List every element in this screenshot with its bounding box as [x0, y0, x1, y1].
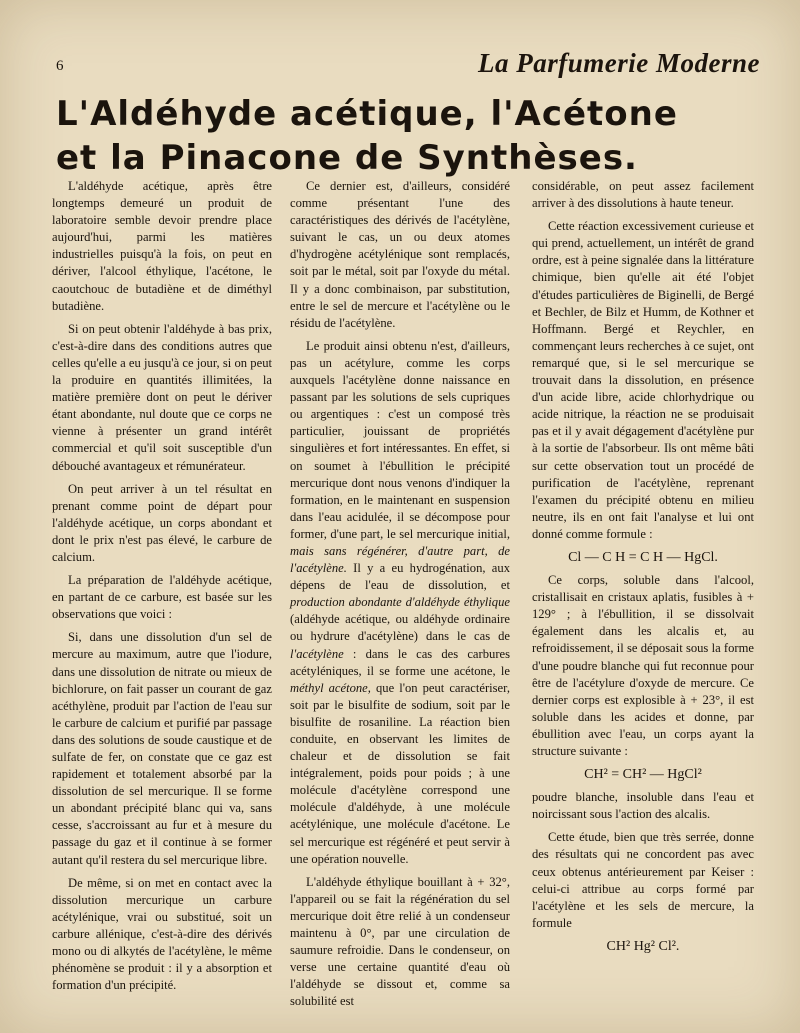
paragraph: Ce corps, soluble dans l'alcool, cristallisait en cristaux aplatis, fusibles à + 129° ; à l'ébullition, il se dissolvait également dans les alcalis et, au refroidissement, il se déposait sous la forme d'une poudre blanche qui fut reconnue pour être de l'acétylure d'oxyde de mercure. Ce dernier corps est explosible à + 23°, il est soluble dans les acides et donne, par ébullition avec l'eau, un corps ayant la structure suivante : — [532, 573, 754, 758]
paragraph: poudre blanche, insoluble dans l'eau et noircissant sous l'action des alcalis. — [532, 790, 754, 822]
article-title — [56, 92, 756, 180]
journal-running-head: La Parfumerie Moderne — [478, 48, 760, 78]
article-title-line-2: et la Pinacone de Synthèses. — [56, 138, 638, 178]
text-run: que l'on peut caractériser, soit par le bisulfite de sodium, soit par le bisulfite de rosaniline. La réaction bien conduite, en observant les limites de chaleur et de dissolution se fait intégralement, poids pour poids ; à une molécule d'acétylène correspond une molécule d'aldéhyde, à une molécule acétylénique, une molécule d'acétone. Le sel mercurique est régénéré et peut servir à une opération nouvelle. — [290, 680, 510, 866]
text-column-1 — [52, 178, 272, 1000]
chemical-formula: Cl — C H = C H — HgCl. — [568, 549, 718, 565]
article-title-line-1: L'Aldéhyde acétique, l'Acétone — [56, 94, 678, 134]
paragraph — [290, 338, 510, 868]
emphasis: méthyl acétone, — [290, 680, 371, 695]
paragraph: L'aldéhyde éthylique bouillant à + 32°, l'appareil ou se fait la régénération du sel mercurique doit être relié à un condenseur maintenu à 0°, par une circulation de saumure refroidie. Dans le condenseur, on verse une certaine quantité d'eau où l'aldéhyde se dissout et, comme sa solubilité est — [290, 874, 510, 1009]
chemical-formula: CH² Hg² Cl². — [606, 938, 680, 954]
paragraph: Ce dernier est, d'ailleurs, considéré comme présentant l'une des caractéristiques des dérivés de l'acétylène, suivant le cas, un ou deux atomes d'hydrogène acétylénique sont remplacés, soit par le métal, soit par l'oxyde du métal. Il y a donc combinaison, par substitution, entre le sel de mercure et l'acétylène ou le résidu de l'acétylène. — [290, 179, 510, 330]
paragraph: considérable, on peut assez facilement arriver à des dissolutions à haute teneur. — [532, 179, 754, 211]
chemical-formula: CH² = CH² — HgCl² — [584, 767, 702, 783]
emphasis: production abondante d'aldéhyde éthylique — [290, 595, 510, 610]
text-column-3 — [532, 178, 754, 961]
text-run: : dans le cas des carbures acétyléniques, il se forme une acétone, le — [290, 646, 510, 678]
paragraph: Si, dans une dissolution d'un sel de mercure au maximum, autre que l'iodure, dans une dissolution de nitrate ou mieux de bichlorure, on fait passer un courant de gaz acéthylène, produit par l'action de l'eau sur le carbure de calcium et purifié par passage dans des solutions de soude caustique et de sulfate de fer, on constate que ce gaz est rapidement et totalement absorbé par la dissolution de sel mercurique. Il se forme un abondant précipité blanc qui va, sans cesse, s'accroissant au fur et à mesure du passage du gaz et il continue à se former autant qu'il restera du sel mercurique libre. — [52, 630, 272, 867]
paragraph: La préparation de l'aldéhyde acétique, en partant de ce carbure, est basée sur les observations que voici : — [52, 573, 272, 622]
paragraph: Cette étude, bien que très serrée, donne des résultats qui ne concordent pas avec ceux obtenus antérieurement par Keiser : celui-ci attribue au corps formé par l'acétylène et les sels de mercure, la formule — [532, 830, 754, 930]
text-column-2 — [290, 178, 510, 1017]
paragraph: Si on peut obtenir l'aldéhyde à bas prix, c'est-à-dire dans des conditions autres que celles qu'elle a eu jusqu'à ce jour, si on peut la produire en quantités illimitées, la matière première dont on peut le dériver étant abondante, nul doute que ce corps ne vienne à présenter un grand intérêt commercial et qu'il soit susceptible d'un débouché avantageux et rémunérateur. — [52, 321, 272, 473]
emphasis: l'acétylène — [290, 646, 344, 661]
paragraph: Cette réaction excessivement curieuse et qui prend, actuellement, un intérêt de grand ordre, est à peine signalée dans la littérature chimique, bien qu'elle ait été l'objet d'études particulières de Biginelli, de Bergé et Bechler, de Bilz et Humm, de Kothner et Hoffmann. Bergé et Reychler, en commençant leurs recherches à ce sujet, ont remarqué que, si le sel mercurique se trouvait dans la dissolution, en présence d'un acide libre, acide chlorhydrique ou acide nitrique, la réaction ne se produisait pas et il y avait dégagement d'acétylène pur à la sortie de l'absorbeur. Ils ont même bâti sur cette observation tout un procédé de purification de l'acétylène, reprenant l'examen du précipité obtenu en milieu neutre, ils en ont fait l'analyse et lui ont donné comme formule : — [532, 219, 754, 541]
emphasis: mais sans régénérer, d'autre part, de l'acétylène. — [290, 543, 510, 576]
paragraph: On peut arriver à un tel résultat en prenant comme point de départ pour l'aldéhyde acétique, un corps abondant et dont le prix n'est pas élevé, le carbure de calcium. — [52, 481, 272, 564]
text-run: Il y a eu hydrogénation, aux dépens de l'eau de dissolution, et — [290, 561, 510, 593]
text-run: (aldéhyde acétique, ou aldéhyde ordinaire ou hydrure d'acétylène) dans le cas de — [290, 612, 510, 644]
text-run: Le produit ainsi obtenu n'est, d'ailleurs, pas un acétylure, comme les corps auxquels l'acétylène donne naissance en passant par les solutions de sels cupriques ou argentiques : c'est un composé très particulier, jouissant de propriétés singulières et fort intéressantes. En effet, si on soumet à l'ébullition le précipité mercurique dont nous venons d'indiquer la formation, en le maintenant en suspension dans l'eau acidulée, il se décompose pour former, d'une part, le sel mercurique initial, — [290, 338, 510, 541]
paragraph: L'aldéhyde acétique, après être longtemps demeuré un produit de laboratoire semble devoir prendre place aujourd'hui, parmi les matières industrielles puisqu'à la fois, on peut en dériver, l'alcool éthylique, l'acétone, le caoutchouc de butadiène et de diméthyl butadiène. — [52, 179, 272, 313]
paragraph: De même, si on met en contact avec la dissolution mercurique un carbure acétylénique, vrai ou substitué, soit un carbure allénique, c'est-à-dire des dérivés mono ou di alkytés de l'acétylène, le même phénomène se produit : il y a absorption et formation d'un précipité. — [52, 875, 272, 993]
page-number: 6 — [56, 58, 64, 74]
